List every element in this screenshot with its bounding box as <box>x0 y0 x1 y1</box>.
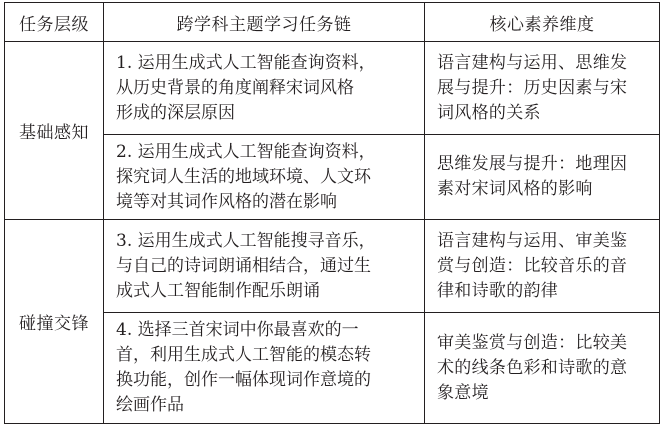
core-1-line: 语言建构与运用、思维发 <box>437 52 628 73</box>
task-2-line: 探究词人生活的地域环境、人文环 <box>116 166 371 187</box>
table-row <box>5 42 660 135</box>
core-2-line: 素对宋词风格的影响 <box>437 179 593 199</box>
table-row <box>5 220 660 313</box>
core-3-line: 律和诗歌的韵律 <box>437 280 559 301</box>
task-4-line: 换功能，创作一幅体现词作意境的 <box>116 370 371 390</box>
core-2-line: 思维发展与提升：地理因 <box>437 154 628 174</box>
task-chain-table <box>4 2 660 424</box>
task-3-line: 成式人工智能制作配乐朗诵 <box>116 280 320 301</box>
task-cell-3 <box>104 220 425 313</box>
task-2-line: 境等对其词作风格的潜在影响 <box>116 191 337 212</box>
core-3-line: 语言建构与运用、审美鉴 <box>437 230 628 251</box>
task-4-line: 4. 选择三首宋词中你最喜欢的一 <box>116 320 359 340</box>
task-1-line: 从历史背景的角度阐释宋词风格 <box>116 77 354 98</box>
core-cell-2 <box>425 135 660 220</box>
header-task-level: 任务层级 <box>5 3 104 42</box>
task-2-line: 2. 运用生成式人工智能查询资料， <box>116 141 376 162</box>
core-1-line: 展与提升：历史因素与宋 <box>437 77 628 98</box>
task-1-line: 1. 运用生成式人工智能查询资料， <box>116 52 376 73</box>
task-4-line: 绘画作品 <box>116 395 184 415</box>
header-task-chain: 跨学科主题学习任务链 <box>104 3 425 42</box>
task-3-line: 与自己的诗词朗诵相结合，通过生 <box>116 255 371 276</box>
core-4-line: 象意境 <box>437 382 489 403</box>
core-4-line: 审美鉴赏与创造：比较美 <box>437 332 628 353</box>
core-cell-3 <box>425 220 660 313</box>
task-cell-4 <box>104 313 425 424</box>
core-4-line: 术的线条色彩和诗歌的意 <box>437 357 628 378</box>
core-3-line: 赏与创造：比较音乐的音 <box>437 255 628 276</box>
task-4-line: 首，利用生成式人工智能的模态转 <box>116 345 371 365</box>
table-row <box>5 313 660 424</box>
core-1-line: 词风格的关系 <box>437 102 541 123</box>
level-cell-basic: 基础感知 <box>5 42 104 220</box>
core-cell-1 <box>425 42 660 135</box>
task-1-line: 形成的深层原因 <box>116 102 235 123</box>
task-3-line: 3. 运用生成式人工智能搜寻音乐， <box>116 230 376 251</box>
table-row <box>5 135 660 220</box>
level-cell-collision: 碰撞交锋 <box>5 220 104 424</box>
task-cell-2 <box>104 135 425 220</box>
task-cell-1 <box>104 42 425 135</box>
core-cell-4 <box>425 313 660 424</box>
table-header-row <box>5 3 660 42</box>
header-core-literacy: 核心素养维度 <box>425 3 660 42</box>
